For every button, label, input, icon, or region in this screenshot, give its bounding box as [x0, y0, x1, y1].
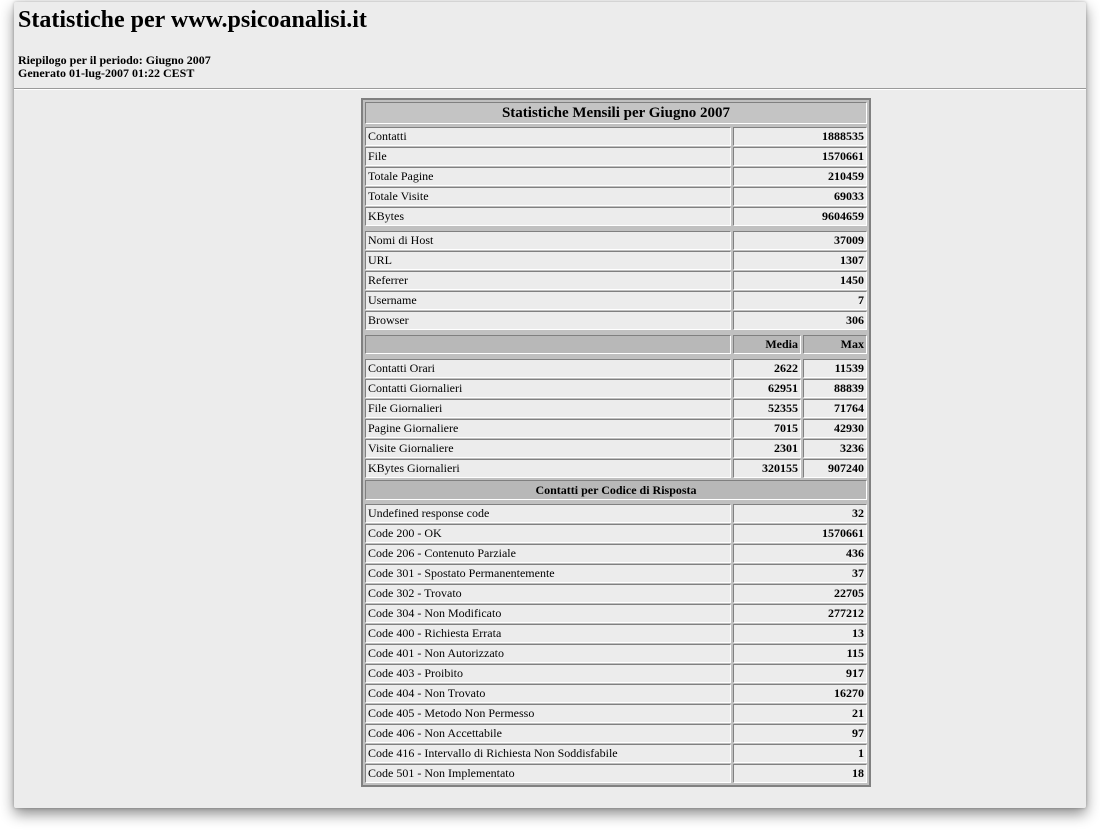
row-media: 62951: [733, 379, 801, 398]
row-value: 210459: [733, 167, 867, 186]
table-title: Statistiche Mensili per Giugno 2007: [365, 102, 867, 124]
table-row: [364, 439, 868, 459]
row-value: 1: [733, 744, 867, 763]
row-label: Referrer: [365, 271, 731, 290]
row-value: 1450: [733, 271, 867, 290]
row-value: 21: [733, 704, 867, 723]
row-media: 2301: [733, 439, 801, 458]
table-row: [364, 419, 868, 439]
row-label: Code 206 - Contenuto Parziale: [365, 544, 731, 563]
table-row: [364, 187, 868, 207]
row-value: 1307: [733, 251, 867, 270]
row-value: 37009: [733, 231, 867, 250]
row-value: 1570661: [733, 147, 867, 166]
row-label: Nomi di Host: [365, 231, 731, 250]
table-row: [364, 207, 868, 227]
row-label: File: [365, 147, 731, 166]
avg-max-header-row: [364, 335, 868, 355]
row-value: 115: [733, 644, 867, 663]
row-max: 11539: [803, 359, 867, 378]
page-header: [18, 6, 1078, 80]
table-row: [364, 459, 868, 479]
table-row: [364, 127, 868, 147]
table-row: [364, 584, 868, 604]
row-label: Totale Pagine: [365, 167, 731, 186]
row-value: 16270: [733, 684, 867, 703]
table-row: [364, 399, 868, 419]
table-row: [364, 291, 868, 311]
row-label: Contatti Giornalieri: [365, 379, 731, 398]
row-max: 42930: [803, 419, 867, 438]
row-label: KBytes: [365, 207, 731, 226]
period-summary: Riepilogo per il periodo: Giugno 2007: [18, 53, 211, 67]
row-label: Code 404 - Non Trovato: [365, 684, 731, 703]
row-value: 9604659: [733, 207, 867, 226]
table-row: [364, 311, 868, 331]
table-row: [364, 544, 868, 564]
row-label: Code 304 - Non Modificato: [365, 604, 731, 623]
row-value: 37: [733, 564, 867, 583]
row-label: Code 406 - Non Accettabile: [365, 724, 731, 743]
table-row: [364, 504, 868, 524]
table-row: [364, 764, 868, 784]
table-row: [364, 251, 868, 271]
response-codes-title: Contatti per Codice di Risposta: [365, 480, 867, 500]
table-row: [364, 724, 868, 744]
row-label: Contatti Orari: [365, 359, 731, 378]
media-header: Media: [733, 335, 801, 354]
row-label: Contatti: [365, 127, 731, 146]
table-row: [364, 379, 868, 399]
row-max: 3236: [803, 439, 867, 458]
row-value: 436: [733, 544, 867, 563]
row-max: 71764: [803, 399, 867, 418]
row-label: Code 403 - Proibito: [365, 664, 731, 683]
table-row: [364, 167, 868, 187]
table-row: [364, 744, 868, 764]
row-label: Username: [365, 291, 731, 310]
row-label: Code 416 - Intervallo di Richiesta Non Soddisfabile: [365, 744, 731, 763]
avg-header-blank: [365, 335, 731, 354]
counts-group: [364, 231, 868, 331]
response-codes-group: [364, 504, 868, 784]
row-value: 97: [733, 724, 867, 743]
row-media: 7015: [733, 419, 801, 438]
table-row: [364, 604, 868, 624]
row-label: Browser: [365, 311, 731, 330]
table-row: [364, 564, 868, 584]
row-value: 7: [733, 291, 867, 310]
row-label: Code 405 - Metodo Non Permesso: [365, 704, 731, 723]
row-value: 22705: [733, 584, 867, 603]
row-media: 52355: [733, 399, 801, 418]
row-max: 907240: [803, 459, 867, 478]
row-label: Visite Giornaliere: [365, 439, 731, 458]
row-label: KBytes Giornalieri: [365, 459, 731, 478]
row-value: 306: [733, 311, 867, 330]
row-media: 2622: [733, 359, 801, 378]
page-title: Statistiche per www.psicoanalisi.it: [18, 7, 367, 33]
row-label: URL: [365, 251, 731, 270]
row-label: Code 400 - Richiesta Errata: [365, 624, 731, 643]
table-row: [364, 684, 868, 704]
table-row: [364, 624, 868, 644]
row-label: Code 302 - Trovato: [365, 584, 731, 603]
daily-averages-group: [364, 359, 868, 479]
row-value: 1888535: [733, 127, 867, 146]
row-value: 13: [733, 624, 867, 643]
table-row: [364, 359, 868, 379]
generated-timestamp: Generato 01-lug-2007 01:22 CEST: [18, 66, 195, 80]
row-label: Undefined response code: [365, 504, 731, 523]
totals-group: [364, 127, 868, 227]
row-max: 88839: [803, 379, 867, 398]
table-row: [364, 704, 868, 724]
row-label: Totale Visite: [365, 187, 731, 206]
row-label: Code 301 - Spostato Permanentemente: [365, 564, 731, 583]
row-media: 320155: [733, 459, 801, 478]
row-label: Code 200 - OK: [365, 524, 731, 543]
table-row: [364, 271, 868, 291]
row-value: 917: [733, 664, 867, 683]
horizontal-rule: [14, 88, 1086, 90]
table-row: [364, 664, 868, 684]
table-row: [364, 231, 868, 251]
monthly-stats-table: [361, 98, 871, 787]
table-row: [364, 147, 868, 167]
row-label: Code 501 - Non Implementato: [365, 764, 731, 783]
row-label: File Giornalieri: [365, 399, 731, 418]
row-value: 1570661: [733, 524, 867, 543]
row-label: Code 401 - Non Autorizzato: [365, 644, 731, 663]
row-value: 32: [733, 504, 867, 523]
row-value: 277212: [733, 604, 867, 623]
row-label: Pagine Giornaliere: [365, 419, 731, 438]
row-value: 18: [733, 764, 867, 783]
row-value: 69033: [733, 187, 867, 206]
table-row: [364, 644, 868, 664]
table-row: [364, 524, 868, 544]
browser-window: [14, 2, 1086, 808]
max-header: Max: [803, 335, 867, 354]
